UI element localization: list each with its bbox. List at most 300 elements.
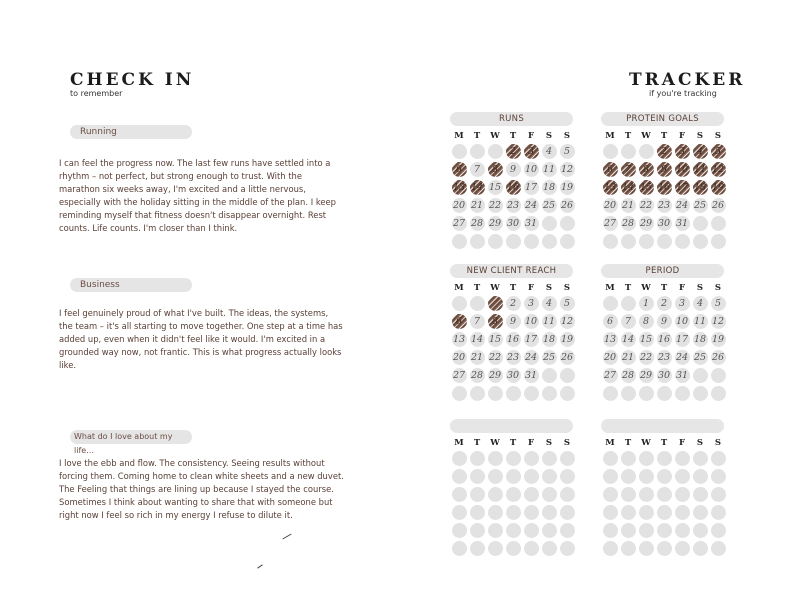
day-circle[interactable]: 31	[675, 217, 689, 229]
day-circle[interactable]	[621, 296, 636, 311]
day-circle[interactable]	[693, 469, 708, 484]
day-circle[interactable]	[542, 487, 557, 502]
day-header: T	[473, 283, 481, 293]
day-circle[interactable]	[524, 505, 539, 520]
day-circle[interactable]: 12	[711, 315, 725, 327]
day-header: S	[545, 283, 553, 293]
day-circle[interactable]: 27	[452, 369, 466, 381]
day-circle[interactable]: 6	[603, 314, 618, 329]
day-circle-done[interactable]: 13	[452, 181, 466, 193]
day-circle[interactable]: 3	[675, 296, 690, 311]
day-circle[interactable]: 12	[560, 315, 574, 327]
day-circle[interactable]: 9	[506, 314, 521, 329]
day-circle[interactable]	[560, 469, 575, 484]
day-circle[interactable]: 17	[524, 333, 538, 345]
day-header: S	[563, 438, 571, 448]
day-circle[interactable]: 7	[621, 314, 636, 329]
day-circle[interactable]	[452, 541, 467, 556]
day-circle[interactable]	[621, 487, 636, 502]
day-circle[interactable]	[506, 505, 521, 520]
day-circle[interactable]	[711, 234, 726, 249]
tracker-label	[601, 419, 724, 433]
tracker-grid	[450, 437, 575, 557]
day-circle[interactable]	[657, 505, 672, 520]
day-circle[interactable]: 2	[657, 296, 672, 311]
day-circle-done[interactable]: 10	[675, 163, 689, 175]
day-circle[interactable]	[506, 451, 521, 466]
day-circle[interactable]	[488, 451, 503, 466]
day-circle[interactable]: 30	[506, 217, 520, 229]
day-header: S	[696, 283, 704, 293]
tracker-runs	[450, 112, 575, 250]
day-circle[interactable]	[452, 386, 467, 401]
day-circle[interactable]	[639, 487, 654, 502]
day-header: W	[490, 283, 500, 293]
day-circle[interactable]: 10	[524, 315, 538, 327]
tracker-grid	[450, 130, 575, 250]
day-circle[interactable]	[621, 523, 636, 538]
day-circle[interactable]	[675, 523, 690, 538]
day-circle-done[interactable]: 18	[693, 181, 707, 193]
day-circle[interactable]: 23	[657, 351, 671, 363]
day-circle[interactable]	[524, 487, 539, 502]
day-circle-done[interactable]: 16	[506, 181, 520, 193]
day-circle[interactable]: 30	[657, 369, 671, 381]
day-circle[interactable]	[560, 523, 575, 538]
day-header: F	[678, 131, 686, 141]
day-circle[interactable]	[542, 368, 557, 383]
day-circle-done[interactable]: 6	[603, 162, 618, 177]
day-circle[interactable]: 9	[657, 314, 672, 329]
day-header: S	[563, 131, 571, 141]
day-circle[interactable]: 19	[560, 181, 574, 193]
day-circle[interactable]	[639, 541, 654, 556]
day-circle[interactable]: 2	[506, 296, 521, 311]
day-circle[interactable]	[542, 523, 557, 538]
day-circle[interactable]	[603, 523, 618, 538]
day-circle[interactable]: 24	[675, 351, 689, 363]
day-circle[interactable]	[560, 368, 575, 383]
day-circle[interactable]: 28	[621, 369, 635, 381]
day-circle-done[interactable]: 7	[621, 162, 636, 177]
day-circle[interactable]	[560, 505, 575, 520]
day-circle[interactable]: 20	[603, 351, 617, 363]
day-circle[interactable]: 7	[470, 162, 485, 177]
day-circle-done[interactable]: 11	[693, 163, 707, 175]
day-header: T	[660, 438, 668, 448]
day-circle[interactable]	[470, 505, 485, 520]
day-circle[interactable]: 25	[542, 199, 556, 211]
day-circle-done[interactable]: 3	[524, 144, 539, 159]
day-circle[interactable]: 1	[639, 296, 654, 311]
day-circle[interactable]	[470, 386, 485, 401]
day-circle-done[interactable]: 8	[639, 162, 654, 177]
day-circle[interactable]	[506, 523, 521, 538]
day-header: T	[509, 131, 517, 141]
day-circle[interactable]	[675, 541, 690, 556]
tracker-label: NEW CLIENT REACH	[450, 264, 573, 278]
day-circle[interactable]: 13	[603, 333, 617, 345]
day-circle-done[interactable]: 2	[506, 144, 521, 159]
day-circle[interactable]	[470, 296, 485, 311]
day-circle[interactable]	[560, 234, 575, 249]
day-circle[interactable]	[488, 505, 503, 520]
day-circle[interactable]	[675, 469, 690, 484]
day-circle[interactable]	[524, 469, 539, 484]
day-circle[interactable]: 21	[470, 199, 484, 211]
day-header: W	[641, 131, 651, 141]
day-circle[interactable]: 17	[524, 181, 538, 193]
day-circle[interactable]	[657, 523, 672, 538]
day-circle[interactable]: 27	[452, 217, 466, 229]
day-header: T	[509, 283, 517, 293]
day-circle[interactable]	[452, 487, 467, 502]
day-circle[interactable]	[657, 234, 672, 249]
day-header: M	[605, 438, 615, 448]
day-circle[interactable]	[693, 234, 708, 249]
day-circle[interactable]	[603, 487, 618, 502]
day-circle-done[interactable]: 12	[711, 163, 725, 175]
day-circle[interactable]	[639, 505, 654, 520]
day-circle[interactable]: 25	[693, 351, 707, 363]
day-circle[interactable]: 10	[524, 163, 538, 175]
day-header: W	[490, 131, 500, 141]
day-circle[interactable]: 21	[470, 351, 484, 363]
day-header: F	[527, 131, 535, 141]
day-circle[interactable]	[542, 386, 557, 401]
day-circle[interactable]: 23	[657, 199, 671, 211]
day-circle[interactable]	[524, 451, 539, 466]
day-circle[interactable]	[675, 234, 690, 249]
day-circle[interactable]: 8	[639, 314, 654, 329]
day-circle[interactable]: 22	[639, 351, 653, 363]
day-circle[interactable]: 17	[675, 333, 689, 345]
day-header: T	[660, 131, 668, 141]
day-circle[interactable]: 21	[621, 351, 635, 363]
day-circle[interactable]	[621, 386, 636, 401]
day-circle[interactable]	[621, 505, 636, 520]
day-circle[interactable]	[560, 451, 575, 466]
day-circle[interactable]	[506, 386, 521, 401]
day-circle[interactable]	[711, 523, 726, 538]
day-circle[interactable]	[621, 451, 636, 466]
day-circle[interactable]: 19	[711, 333, 725, 345]
tracker-label: PROTEIN GOALS	[601, 112, 724, 126]
day-circle[interactable]: 29	[639, 217, 653, 229]
day-circle[interactable]: 15	[488, 181, 502, 193]
day-circle[interactable]	[603, 505, 618, 520]
day-circle-done[interactable]: 16	[657, 181, 671, 193]
day-header: S	[563, 283, 571, 293]
day-circle[interactable]: 20	[452, 199, 466, 211]
day-circle-done[interactable]: 4	[693, 144, 708, 159]
day-circle[interactable]	[560, 487, 575, 502]
day-circle[interactable]: 12	[560, 163, 574, 175]
day-circle[interactable]: 14	[470, 333, 484, 345]
day-circle[interactable]	[488, 234, 503, 249]
day-circle[interactable]	[675, 487, 690, 502]
day-circle[interactable]	[693, 487, 708, 502]
day-circle-done[interactable]: 6	[452, 162, 467, 177]
day-circle-done[interactable]: 14	[470, 181, 484, 193]
day-circle[interactable]: 10	[675, 315, 689, 327]
day-circle[interactable]	[711, 216, 726, 231]
day-circle[interactable]	[693, 505, 708, 520]
entry-text-business: I feel genuinely proud of what I've built. The ideas, the systems, the team – it's all starting to move together. One step at a time has added up, even when it didn't feel like it would. I'm excited in a grounded way now, not frantic. This is what progress actually looks like.	[59, 308, 343, 371]
day-circle[interactable]: 20	[603, 199, 617, 211]
day-header: M	[454, 438, 464, 448]
day-circle[interactable]	[506, 234, 521, 249]
day-circle[interactable]: 31	[675, 369, 689, 381]
day-circle[interactable]: 27	[603, 369, 617, 381]
day-circle[interactable]	[693, 368, 708, 383]
day-circle[interactable]	[542, 469, 557, 484]
day-circle[interactable]	[621, 469, 636, 484]
day-circle[interactable]	[675, 505, 690, 520]
day-circle[interactable]	[542, 541, 557, 556]
day-circle[interactable]: 22	[488, 351, 502, 363]
day-circle[interactable]: 4	[693, 296, 708, 311]
day-circle[interactable]	[621, 541, 636, 556]
day-circle[interactable]: 24	[675, 199, 689, 211]
day-circle[interactable]	[542, 234, 557, 249]
day-header: T	[624, 438, 632, 448]
entry-text-running: I can feel the progress now. The last few runs have settled into a rhythm – not perfect, but strong enough to trust. With the marathon six weeks away, I'm excited and a little nervous, especially with the holiday sitting in the middle of the plan. I keep reminding myself that fitness doesn't disappear overnight. Rest counts. Life counts. I'm closer than I think.	[59, 158, 336, 234]
day-circle[interactable]: 15	[488, 333, 502, 345]
day-circle[interactable]: 29	[488, 217, 502, 229]
day-circle[interactable]: 18	[542, 333, 556, 345]
day-circle[interactable]	[470, 469, 485, 484]
day-circle[interactable]	[488, 541, 503, 556]
day-circle[interactable]: 28	[470, 369, 484, 381]
day-circle[interactable]: 29	[488, 369, 502, 381]
day-circle[interactable]	[452, 144, 467, 159]
day-circle[interactable]	[639, 469, 654, 484]
day-circle[interactable]: 20	[452, 351, 466, 363]
day-circle[interactable]	[542, 505, 557, 520]
day-circle[interactable]	[452, 523, 467, 538]
day-circle[interactable]	[470, 541, 485, 556]
day-circle[interactable]	[711, 541, 726, 556]
day-circle[interactable]	[603, 234, 618, 249]
day-circle[interactable]	[621, 144, 636, 159]
tracker-title: TRACKER	[629, 70, 746, 90]
day-circle[interactable]	[452, 234, 467, 249]
day-circle[interactable]: 24	[524, 351, 538, 363]
day-circle[interactable]	[675, 451, 690, 466]
day-circle-done[interactable]: 3	[675, 144, 690, 159]
day-circle[interactable]: 7	[470, 314, 485, 329]
pen-mark	[257, 564, 262, 568]
day-header: S	[714, 438, 722, 448]
day-circle[interactable]	[603, 469, 618, 484]
day-circle[interactable]	[639, 144, 654, 159]
day-circle[interactable]	[711, 451, 726, 466]
day-circle-done[interactable]: 5	[711, 144, 726, 159]
day-circle[interactable]	[621, 234, 636, 249]
day-circle[interactable]: 28	[621, 217, 635, 229]
day-circle[interactable]	[639, 523, 654, 538]
day-circle[interactable]	[711, 505, 726, 520]
day-header: F	[527, 438, 535, 448]
day-header: W	[641, 438, 651, 448]
day-circle[interactable]: 13	[452, 333, 466, 345]
day-header: T	[509, 438, 517, 448]
day-circle-done[interactable]: 6	[452, 314, 467, 329]
day-circle[interactable]: 16	[506, 333, 520, 345]
day-circle[interactable]	[452, 469, 467, 484]
day-circle[interactable]: 11	[542, 163, 556, 175]
day-circle[interactable]	[711, 368, 726, 383]
day-circle[interactable]	[524, 523, 539, 538]
day-circle[interactable]: 4	[542, 144, 557, 159]
day-circle[interactable]	[542, 451, 557, 466]
day-header: F	[527, 283, 535, 293]
day-circle[interactable]: 3	[524, 296, 539, 311]
day-circle[interactable]	[639, 234, 654, 249]
pen-mark	[282, 534, 291, 540]
day-circle[interactable]: 18	[693, 333, 707, 345]
day-circle[interactable]: 18	[542, 181, 556, 193]
tracker-blank-5	[601, 419, 726, 557]
day-circle[interactable]: 23	[506, 199, 520, 211]
day-circle[interactable]	[657, 469, 672, 484]
day-circle[interactable]: 26	[711, 199, 725, 211]
day-circle[interactable]: 5	[560, 144, 575, 159]
day-circle-done[interactable]	[488, 296, 503, 311]
day-circle[interactable]	[470, 523, 485, 538]
day-circle[interactable]: 22	[639, 199, 653, 211]
day-circle-done[interactable]: 15	[639, 181, 653, 193]
day-circle[interactable]: 30	[506, 369, 520, 381]
day-circle[interactable]	[693, 523, 708, 538]
day-header: M	[454, 283, 464, 293]
day-circle[interactable]	[603, 144, 618, 159]
day-circle[interactable]	[488, 469, 503, 484]
day-circle[interactable]: 16	[657, 333, 671, 345]
day-circle-done[interactable]: 14	[621, 181, 635, 193]
entry-label-business: Business	[70, 278, 192, 292]
day-circle[interactable]	[675, 386, 690, 401]
day-circle[interactable]: 28	[470, 217, 484, 229]
day-circle[interactable]	[657, 541, 672, 556]
day-circle[interactable]	[452, 451, 467, 466]
day-circle[interactable]	[524, 234, 539, 249]
day-circle[interactable]: 14	[621, 333, 635, 345]
day-circle[interactable]: 5	[560, 296, 575, 311]
day-circle[interactable]: 31	[524, 369, 538, 381]
day-circle[interactable]: 22	[488, 199, 502, 211]
day-circle[interactable]: 19	[560, 333, 574, 345]
day-circle[interactable]	[711, 469, 726, 484]
day-circle[interactable]	[488, 487, 503, 502]
day-circle[interactable]	[657, 451, 672, 466]
day-circle[interactable]: 11	[693, 315, 707, 327]
day-circle[interactable]	[603, 296, 618, 311]
day-circle[interactable]	[506, 487, 521, 502]
day-header: M	[605, 283, 615, 293]
day-circle[interactable]: 24	[524, 199, 538, 211]
day-circle-done[interactable]: 9	[657, 162, 672, 177]
day-circle[interactable]	[488, 144, 503, 159]
day-circle-done[interactable]: 13	[603, 181, 617, 193]
check-in-title: CHECK IN	[70, 70, 195, 90]
day-circle[interactable]: 4	[542, 296, 557, 311]
day-circle[interactable]	[693, 451, 708, 466]
day-circle[interactable]	[524, 541, 539, 556]
day-header: T	[473, 438, 481, 448]
day-circle-done[interactable]: 8	[488, 162, 503, 177]
day-circle[interactable]	[711, 487, 726, 502]
day-circle[interactable]: 25	[542, 351, 556, 363]
day-circle[interactable]	[560, 216, 575, 231]
day-circle[interactable]	[488, 523, 503, 538]
day-circle[interactable]	[639, 451, 654, 466]
day-circle[interactable]: 31	[524, 217, 538, 229]
entry-label-running: Running	[70, 125, 192, 139]
day-circle[interactable]	[603, 386, 618, 401]
day-circle[interactable]: 9	[506, 162, 521, 177]
day-circle[interactable]: 21	[621, 199, 635, 211]
day-circle[interactable]: 26	[560, 199, 574, 211]
day-circle[interactable]	[506, 469, 521, 484]
day-circle[interactable]: 5	[711, 296, 726, 311]
day-circle[interactable]	[693, 216, 708, 231]
day-circle-done[interactable]: 8	[488, 314, 503, 329]
day-circle-done[interactable]: 2	[657, 144, 672, 159]
tracker-grid	[601, 282, 726, 402]
day-circle-done[interactable]: 17	[675, 181, 689, 193]
day-circle[interactable]	[560, 541, 575, 556]
day-circle-done[interactable]: 19	[711, 181, 725, 193]
day-circle[interactable]	[542, 216, 557, 231]
entry-label-life: What do I love about my life…	[70, 430, 192, 444]
day-circle[interactable]	[711, 386, 726, 401]
day-header: T	[624, 283, 632, 293]
day-circle[interactable]	[603, 541, 618, 556]
day-circle[interactable]	[524, 386, 539, 401]
day-circle[interactable]	[470, 487, 485, 502]
day-circle[interactable]	[470, 234, 485, 249]
day-circle[interactable]	[657, 487, 672, 502]
check-in-subtitle: to remember	[70, 89, 123, 98]
day-circle[interactable]	[470, 451, 485, 466]
day-circle[interactable]: 15	[639, 333, 653, 345]
day-circle[interactable]: 26	[560, 351, 574, 363]
day-circle[interactable]: 26	[711, 351, 725, 363]
day-circle[interactable]	[452, 296, 467, 311]
day-circle[interactable]	[470, 144, 485, 159]
day-circle[interactable]	[560, 386, 575, 401]
tracker-period	[601, 264, 726, 402]
day-circle[interactable]: 25	[693, 199, 707, 211]
day-circle[interactable]	[693, 386, 708, 401]
day-circle[interactable]: 29	[639, 369, 653, 381]
day-header: S	[545, 438, 553, 448]
tracker-grid	[450, 282, 575, 402]
day-circle[interactable]	[693, 541, 708, 556]
day-circle[interactable]	[639, 386, 654, 401]
day-circle[interactable]: 27	[603, 217, 617, 229]
day-circle[interactable]	[488, 386, 503, 401]
day-circle[interactable]	[452, 505, 467, 520]
day-circle[interactable]: 11	[542, 315, 556, 327]
day-circle[interactable]	[506, 541, 521, 556]
day-circle[interactable]: 30	[657, 217, 671, 229]
day-circle[interactable]: 23	[506, 351, 520, 363]
day-circle[interactable]	[603, 451, 618, 466]
day-circle[interactable]	[657, 386, 672, 401]
